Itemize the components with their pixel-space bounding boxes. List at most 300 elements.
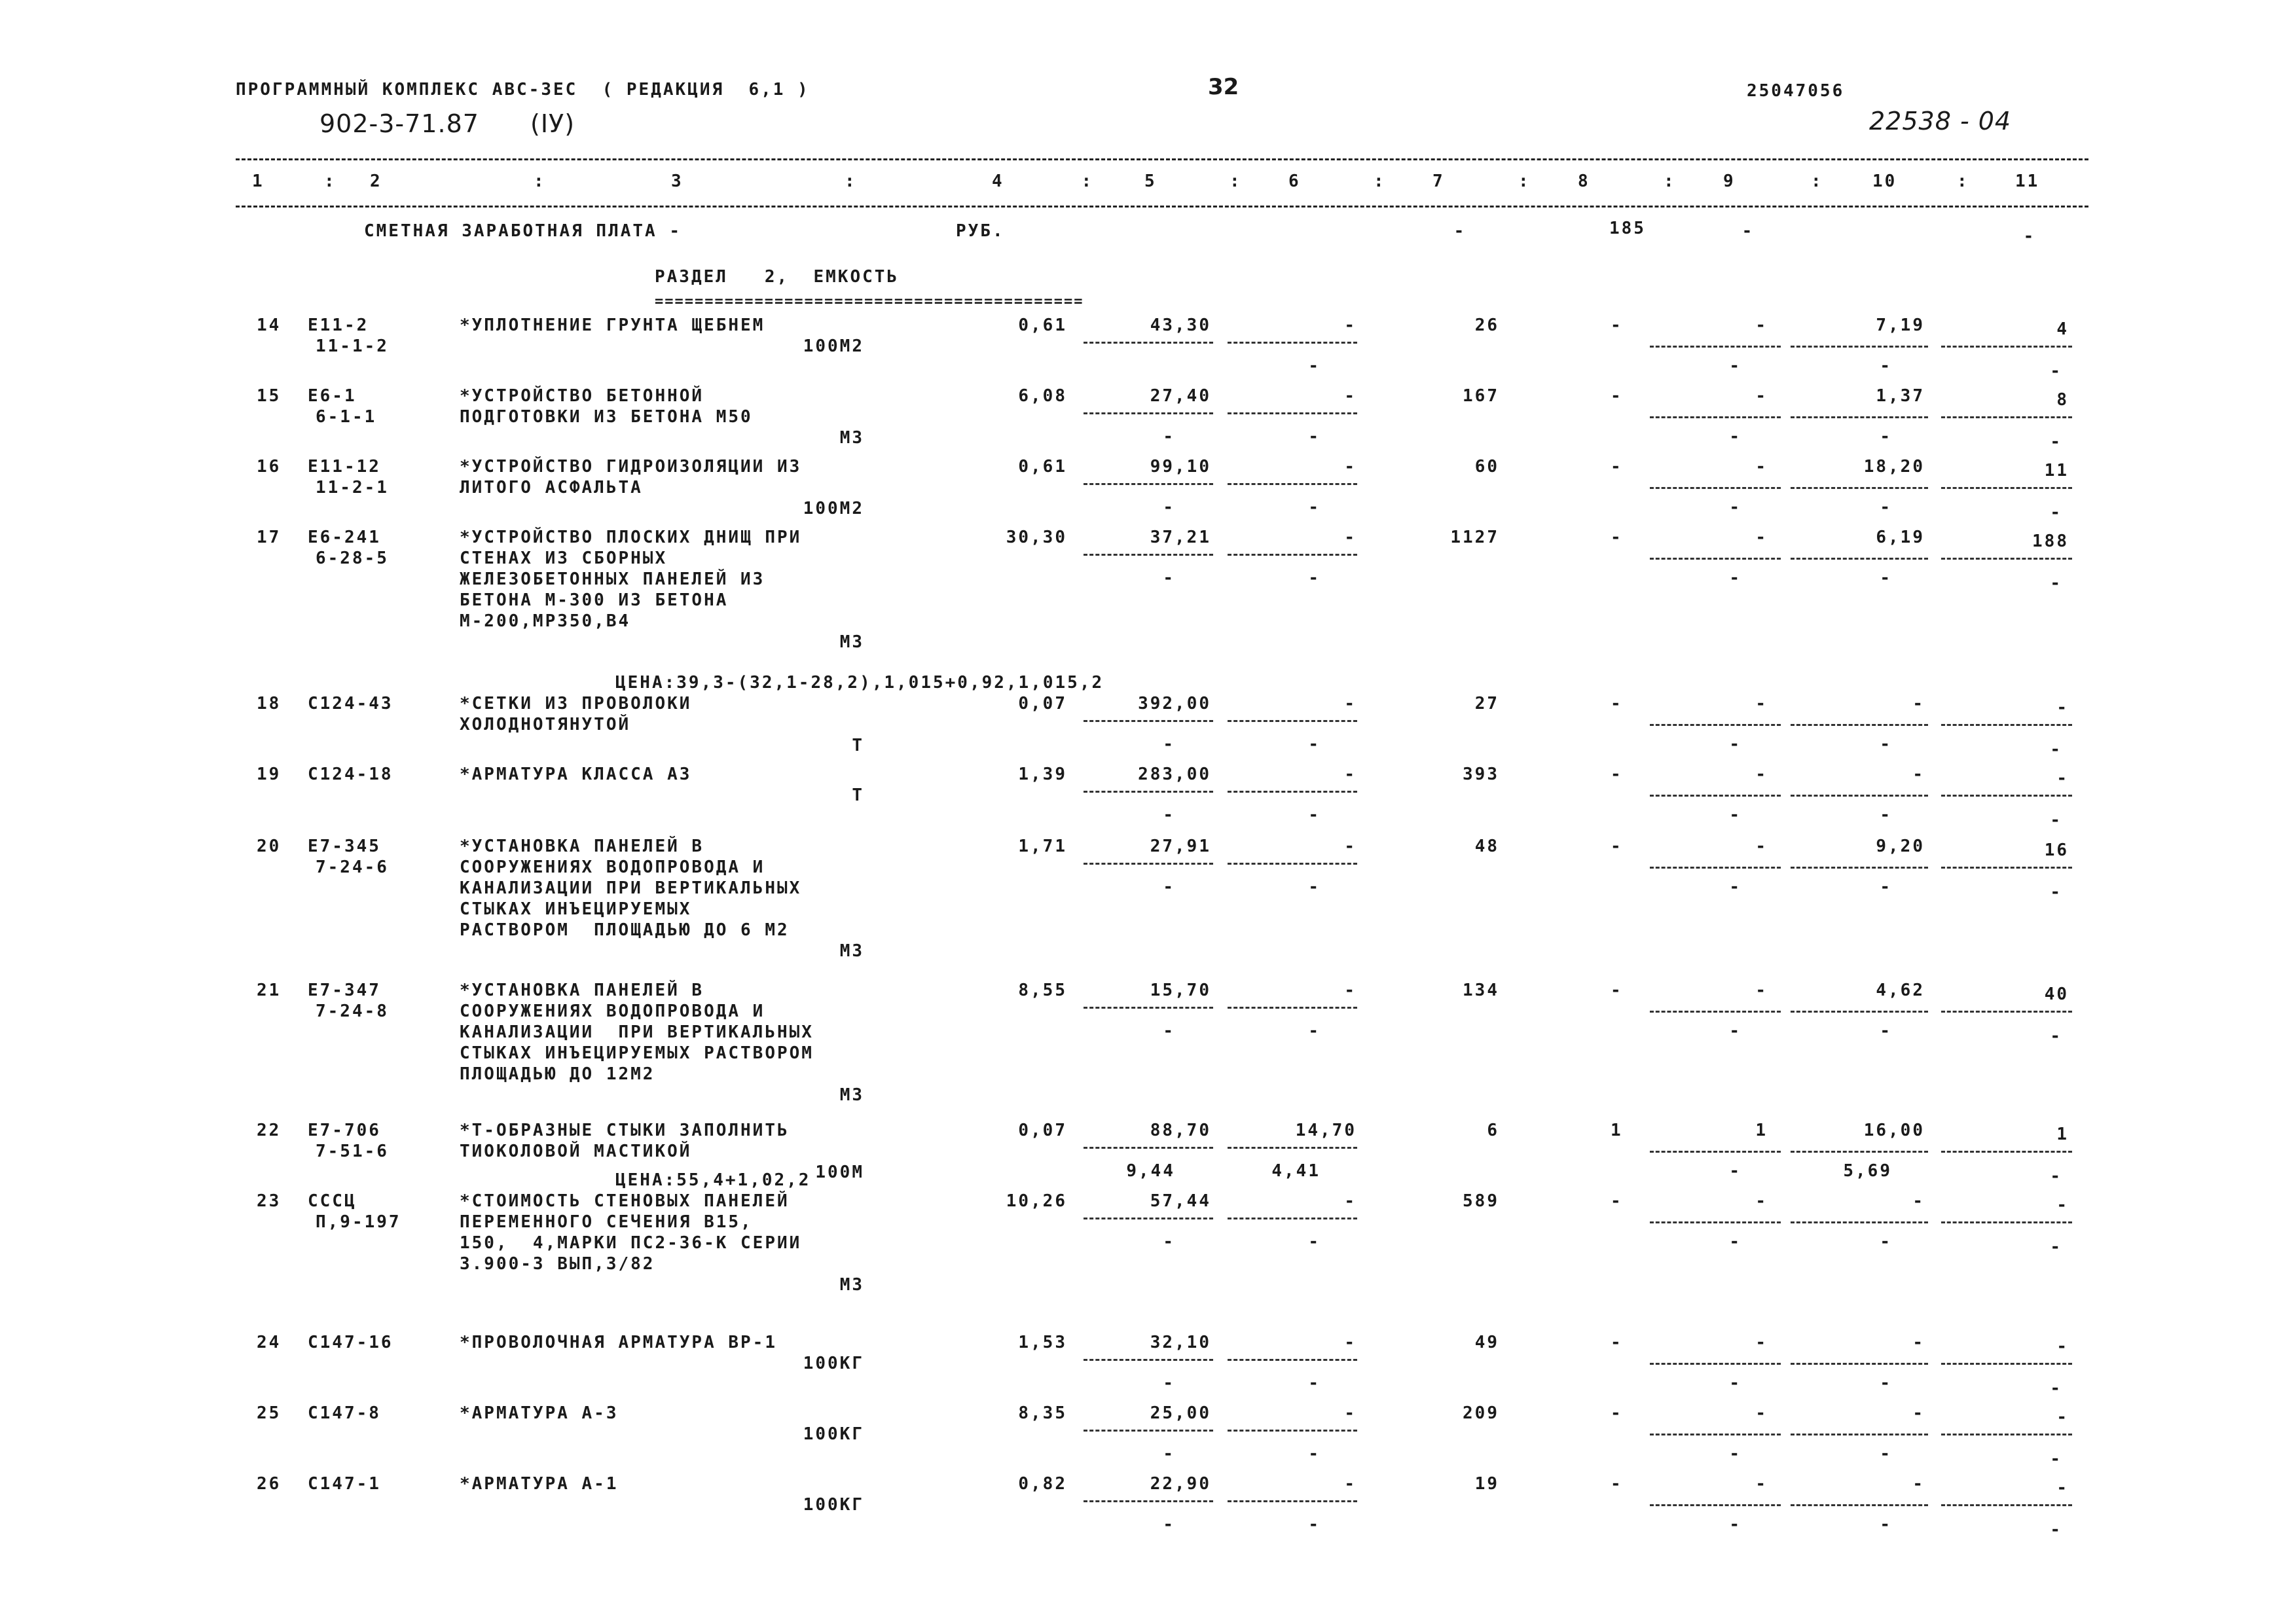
norm-code: С124-43 [308,694,393,713]
column-separator: : [1957,171,1969,191]
section-underline: =========================================== [655,293,1084,310]
cell-rule [1228,1218,1357,1219]
wage-total: - [1611,386,1623,406]
col-9: - [1755,1333,1768,1352]
album-number: (IУ) [530,109,575,138]
cell-rule [1941,346,2072,348]
sub-col-11: - [2050,1166,2062,1186]
work-description: *УСТРОЙСТВО ГИДРОИЗОЛЯЦИИ ИЗ [460,457,802,477]
cell-rule [1084,720,1213,722]
sub-col-11: - [2050,1379,2062,1398]
program-name: ПРОГРАММНЫЙ КОМПЛЕКС АВС-ЗЕС ( РЕДАКЦИЯ 6,1 ) [236,80,810,99]
work-description: *УСТАНОВКА ПАНЕЛЕЙ В [460,837,704,856]
norm-subcode: 11-1-2 [316,336,389,356]
sub-unit-cost: - [1163,1373,1175,1393]
col-11: 1 [2056,1125,2069,1144]
sub-machine-cost: - [1308,356,1321,376]
sub-col-11: - [2050,1237,2062,1257]
cell-rule [1650,1504,1781,1506]
total-cost: 1127 [1450,528,1499,547]
sub-col-11: - [2050,361,2062,381]
cell-rule [1228,1500,1357,1502]
norm-code: Е7-347 [308,981,381,1000]
sub-col-10: - [1880,1373,1892,1393]
cell-rule [1941,1434,2072,1435]
col-10: 18,20 [1863,457,1925,477]
machine-cost: - [1344,457,1357,477]
work-description: БЕТОНА М-300 ИЗ БЕТОНА [460,590,729,610]
sub-machine-cost: - [1308,497,1321,517]
column-header-4: 4 [992,171,1004,191]
work-description: *УСТРОЙСТВО ПЛОСКИХ ДНИЩ ПРИ [460,528,802,547]
wage-total: - [1611,1403,1623,1423]
sub-col-10: - [1880,734,1892,754]
cell-rule [1650,346,1781,348]
work-description: ТИОКОЛОВОЙ МАСТИКОЙ [460,1142,692,1161]
work-description: РАСТВОРОМ ПЛОЩАДЬЮ ДО 6 М2 [460,920,790,940]
machine-cost: - [1344,528,1357,547]
sub-col-11: - [2050,1520,2062,1540]
sub-col-9: - [1729,356,1741,376]
wage-total: - [1611,981,1623,1000]
work-description: КАНАЛИЗАЦИИ ПРИ ВЕРТИКАЛЬНЫХ [460,878,802,898]
sub-col-11: - [2050,1026,2062,1046]
sub-col-9: - [1729,1515,1741,1534]
header-top-rule [236,158,2088,160]
page-number: 32 [1208,74,1239,100]
section-title: РАЗДЕЛ 2, ЕМКОСТЬ [655,267,900,287]
cell-rule [1791,1151,1928,1153]
total-cost: 167 [1463,386,1499,406]
sub-col-10: - [1880,427,1892,446]
quantity: 1,71 [1018,837,1067,856]
col-11: 16 [2044,840,2069,860]
document-code: 25047056 [1747,81,1845,101]
sub-unit-cost: 9,44 [1126,1161,1175,1181]
sub-unit-cost: - [1163,427,1175,446]
cell-rule [1791,1011,1928,1013]
norm-code: С147-16 [308,1333,393,1352]
cell-rule [1791,724,1928,726]
sub-col-9: - [1729,1232,1741,1252]
sub-machine-cost: - [1308,734,1321,754]
column-separator: : [1081,171,1094,191]
header-bottom-rule [236,206,2088,208]
col-11: 11 [2044,461,2069,480]
cell-rule [1941,416,2072,418]
column-header-10: 10 [1872,171,1897,191]
wage-total: - [1611,694,1623,713]
machine-cost: - [1344,694,1357,713]
sub-unit-cost: - [1163,734,1175,754]
work-description: М-200,МРЗ50,В4 [460,611,631,631]
col-9: - [1755,528,1768,547]
row-number: 20 [257,837,282,856]
work-description: ПЕРЕМЕННОГО СЕЧЕНИЯ В15, [460,1212,753,1232]
sub-col-11: - [2050,503,2062,522]
col-9: - [1755,837,1768,856]
cell-rule [1650,487,1781,489]
cell-rule [1084,1218,1213,1219]
cell-rule [1650,1221,1781,1223]
unit-of-measure: М3 [839,428,864,448]
summary-col8: 185 [1609,219,1646,238]
unit-of-measure: М3 [839,632,864,652]
col-10: - [1912,1333,1925,1352]
cell-rule [1084,1147,1213,1149]
unit-of-measure: 100КГ [803,1354,864,1373]
work-description: *УПЛОТНЕНИЕ ГРУНТА ЩЕБНЕМ [460,316,765,335]
price-note: ЦЕНА:55,4+1,02,2 [615,1170,811,1190]
cell-rule [1650,416,1781,418]
col-9: - [1755,694,1768,713]
sub-col-9: - [1729,1373,1741,1393]
work-description: *УСТРОЙСТВО БЕТОННОЙ [460,386,704,406]
col-10: 6,19 [1876,528,1925,547]
total-cost: 26 [1474,316,1499,335]
wage-total: - [1611,1474,1623,1494]
col-10: - [1912,694,1925,713]
sub-machine-cost: - [1308,805,1321,825]
sheet-code: 22538 - 04 [1869,107,2012,135]
unit-cost: 15,70 [1150,981,1211,1000]
row-number: 14 [257,316,282,335]
quantity: 6,08 [1018,386,1067,406]
sub-col-10: - [1880,1515,1892,1534]
col-9: - [1755,765,1768,784]
sub-col-9: - [1729,1161,1741,1181]
col-10: 9,20 [1876,837,1925,856]
quantity: 0,07 [1018,694,1067,713]
cell-rule [1228,483,1357,485]
sub-col-9: - [1729,805,1741,825]
cell-rule [1941,1363,2072,1365]
cell-rule [1650,1011,1781,1013]
column-separator: : [1230,171,1242,191]
column-separator: : [1664,171,1676,191]
cell-rule [1084,412,1213,414]
summary-label: СМЕТНАЯ ЗАРАБОТНАЯ ПЛАТА - [364,221,682,241]
quantity: 30,30 [1006,528,1067,547]
col-11: 188 [2032,532,2069,551]
cell-rule [1941,487,2072,489]
cell-rule [1228,863,1357,865]
unit-of-measure: 100КГ [803,1495,864,1515]
machine-cost: - [1344,386,1357,406]
summary-col11: - [2023,226,2036,246]
unit-cost: 392,00 [1138,694,1211,713]
total-cost: 49 [1474,1333,1499,1352]
sub-machine-cost: - [1308,1021,1321,1041]
work-description: *АРМАТУРА КЛАССА АЗ [460,765,692,784]
cell-rule [1941,1221,2072,1223]
work-description: СТЫКАХ ИНЪЕЦИРУЕМЫХ [460,899,692,919]
total-cost: 6 [1487,1121,1499,1140]
machine-cost: - [1344,765,1357,784]
column-header-5: 5 [1144,171,1157,191]
norm-subcode: 11-2-1 [316,478,389,497]
col-11: 8 [2056,390,2069,410]
norm-subcode: 6-28-5 [316,549,389,568]
unit-of-measure: Т [852,736,864,755]
cell-rule [1228,1147,1357,1149]
work-description: ПЛОЩАДЬЮ ДО 12М2 [460,1064,655,1084]
work-description: *СЕТКИ ИЗ ПРОВОЛОКИ [460,694,692,713]
unit-of-measure: 100М2 [803,499,864,518]
column-header-2: 2 [370,171,382,191]
unit-cost: 37,21 [1150,528,1211,547]
work-description: 3.900-3 ВЫП,3/82 [460,1254,655,1274]
sub-col-11: - [2050,573,2062,593]
sub-col-10: - [1880,1021,1892,1041]
sub-col-9: - [1729,877,1741,897]
quantity: 0,07 [1018,1121,1067,1140]
row-number: 22 [257,1121,282,1140]
work-description: 150, 4,МАРКИ ПС2-36-К СЕРИИ [460,1233,802,1253]
cell-rule [1228,342,1357,344]
col-10: 7,19 [1876,316,1925,335]
cell-rule [1650,558,1781,560]
work-description: *АРМАТУРА А-3 [460,1403,619,1423]
norm-code: С147-1 [308,1474,381,1494]
column-header-3: 3 [671,171,683,191]
sub-col-10: - [1880,877,1892,897]
sub-col-11: - [2050,882,2062,902]
cell-rule [1650,795,1781,797]
cell-rule [1650,867,1781,869]
col-11: - [2056,1478,2069,1498]
row-number: 19 [257,765,282,784]
norm-code: Е6-241 [308,528,381,547]
col-11: - [2056,1337,2069,1356]
unit-cost: 27,40 [1150,386,1211,406]
total-cost: 48 [1474,837,1499,856]
sub-col-10: 5,69 [1843,1161,1892,1181]
cell-rule [1084,554,1213,556]
sub-unit-cost: - [1163,1021,1175,1041]
cell-rule [1228,554,1357,556]
unit-cost: 32,10 [1150,1333,1211,1352]
total-cost: 393 [1463,765,1499,784]
norm-code: СССЦ [308,1191,357,1211]
sub-machine-cost: - [1308,1373,1321,1393]
price-note: ЦЕНА:39,3-(32,1-28,2),1,015+0,92,1,015,2 [615,673,1104,693]
col-11: 40 [2044,984,2069,1004]
col-11: - [2056,698,2069,717]
sub-col-10: - [1880,1444,1892,1464]
work-description: *АРМАТУРА А-1 [460,1474,619,1494]
sub-unit-cost: - [1163,568,1175,588]
col-9: - [1755,1191,1768,1211]
wage-total: - [1611,528,1623,547]
cell-rule [1791,487,1928,489]
cell-rule [1084,483,1213,485]
machine-cost: - [1344,1191,1357,1211]
unit-of-measure: 100М2 [803,336,864,356]
quantity: 0,61 [1018,316,1067,335]
total-cost: 60 [1474,457,1499,477]
column-header-6: 6 [1288,171,1301,191]
cell-rule [1791,1363,1928,1365]
work-description: *УСТАНОВКА ПАНЕЛЕЙ В [460,981,704,1000]
work-description: *Т-ОБРАЗНЫЕ СТЫКИ ЗАПОЛНИТЬ [460,1121,790,1140]
sub-col-9: - [1729,1021,1741,1041]
row-number: 17 [257,528,282,547]
col-11: - [2056,768,2069,788]
col-10: - [1912,1474,1925,1494]
cell-rule [1941,1151,2072,1153]
wage-total: - [1611,837,1623,856]
cell-rule [1228,791,1357,793]
column-separator: : [1811,171,1823,191]
cell-rule [1650,724,1781,726]
quantity: 1,53 [1018,1333,1067,1352]
column-header-7: 7 [1432,171,1445,191]
work-description: СООРУЖЕНИЯХ ВОДОПРОВОДА И [460,857,765,877]
unit-cost: 283,00 [1138,765,1211,784]
cell-rule [1791,346,1928,348]
column-separator: : [845,171,857,191]
sub-col-10: - [1880,497,1892,517]
sub-col-9: - [1729,1444,1741,1464]
norm-code: С147-8 [308,1403,381,1423]
col-10: 16,00 [1863,1121,1925,1140]
sub-col-9: - [1729,427,1741,446]
cell-rule [1941,724,2072,726]
cell-rule [1228,720,1357,722]
cell-rule [1791,795,1928,797]
sub-machine-cost: 4,41 [1271,1161,1321,1181]
cell-rule [1650,1151,1781,1153]
column-header-11: 11 [2015,171,2040,191]
column-header-8: 8 [1578,171,1590,191]
sub-machine-cost: - [1308,1515,1321,1534]
cell-rule [1941,1011,2072,1013]
norm-code: Е7-706 [308,1121,381,1140]
cell-rule [1791,416,1928,418]
summary-col9: - [1741,221,1755,241]
work-description: ЖЕЛЕЗОБЕТОННЫХ ПАНЕЛЕЙ ИЗ [460,569,765,589]
cell-rule [1084,1007,1213,1009]
sub-unit-cost: - [1163,1232,1175,1252]
column-separator: : [324,171,337,191]
col-11: - [2056,1407,2069,1427]
cell-rule [1791,1221,1928,1223]
col-9: - [1755,386,1768,406]
summary-unit: РУБ. [956,221,1005,241]
col-9: - [1755,1403,1768,1423]
column-separator: : [1518,171,1531,191]
work-description: КАНАЛИЗАЦИИ ПРИ ВЕРТИКАЛЬНЫХ [460,1022,814,1042]
total-cost: 19 [1474,1474,1499,1494]
work-description: *ПРОВОЛОЧНАЯ АРМАТУРА ВР-1 [460,1333,777,1352]
total-cost: 134 [1463,981,1499,1000]
unit-cost: 22,90 [1150,1474,1211,1494]
sub-col-10: - [1880,356,1892,376]
sub-col-11: - [2050,810,2062,830]
col-10: - [1912,765,1925,784]
sub-unit-cost: - [1163,497,1175,517]
norm-code: Е7-345 [308,837,381,856]
sub-machine-cost: - [1308,568,1321,588]
sub-col-11: - [2050,1449,2062,1469]
project-code: 902-3-71.87 [319,109,479,138]
cell-rule [1084,1430,1213,1432]
work-description: *СТОИМОСТЬ СТЕНОВЫХ ПАНЕЛЕЙ [460,1191,790,1211]
cell-rule [1791,558,1928,560]
norm-code: Е11-12 [308,457,381,477]
unit-of-measure: 100М [815,1163,864,1182]
sub-unit-cost: - [1163,1444,1175,1464]
cell-rule [1228,1007,1357,1009]
sub-col-9: - [1729,497,1741,517]
norm-subcode: П,9-197 [316,1212,401,1232]
quantity: 8,35 [1018,1403,1067,1423]
machine-cost: 14,70 [1295,1121,1357,1140]
sub-col-11: - [2050,432,2062,452]
col-11: - [2056,1195,2069,1215]
column-header-9: 9 [1723,171,1736,191]
machine-cost: - [1344,316,1357,335]
quantity: 1,39 [1018,765,1067,784]
cell-rule [1941,1504,2072,1506]
quantity: 0,82 [1018,1474,1067,1494]
cell-rule [1084,1359,1213,1361]
col-9: 1 [1755,1121,1768,1140]
unit-of-measure: 100КГ [803,1424,864,1444]
wage-total: - [1611,316,1623,335]
col-9: - [1755,981,1768,1000]
norm-subcode: 6-1-1 [316,407,377,427]
col-9: - [1755,1474,1768,1494]
cell-rule [1791,867,1928,869]
row-number: 16 [257,457,282,477]
work-description: ПОДГОТОВКИ ИЗ БЕТОНА М50 [460,407,753,427]
col-10: - [1912,1403,1925,1423]
work-description: СООРУЖЕНИЯХ ВОДОПРОВОДА И [460,1001,765,1021]
machine-cost: - [1344,981,1357,1000]
norm-code: С124-18 [308,765,393,784]
machine-cost: - [1344,1403,1357,1423]
norm-subcode: 7-51-6 [316,1142,389,1161]
wage-total: - [1611,457,1623,477]
unit-cost: 88,70 [1150,1121,1211,1140]
norm-code: Е6-1 [308,386,357,406]
cell-rule [1791,1434,1928,1435]
cell-rule [1228,412,1357,414]
machine-cost: - [1344,837,1357,856]
col-9: - [1755,316,1768,335]
unit-of-measure: М3 [839,1085,864,1105]
sub-unit-cost: - [1163,877,1175,897]
column-separator: : [1374,171,1386,191]
sub-col-10: - [1880,1232,1892,1252]
total-cost: 27 [1474,694,1499,713]
sub-col-10: - [1880,568,1892,588]
cell-rule [1941,558,2072,560]
cell-rule [1650,1363,1781,1365]
unit-of-measure: М3 [839,1275,864,1295]
quantity: 0,61 [1018,457,1067,477]
norm-code: Е11-2 [308,316,369,335]
unit-of-measure: Т [852,785,864,805]
summary-col7: - [1453,221,1467,241]
row-number: 23 [257,1191,282,1211]
sub-col-10: - [1880,805,1892,825]
row-number: 25 [257,1403,282,1423]
wage-total: - [1611,1333,1623,1352]
cell-rule [1941,867,2072,869]
